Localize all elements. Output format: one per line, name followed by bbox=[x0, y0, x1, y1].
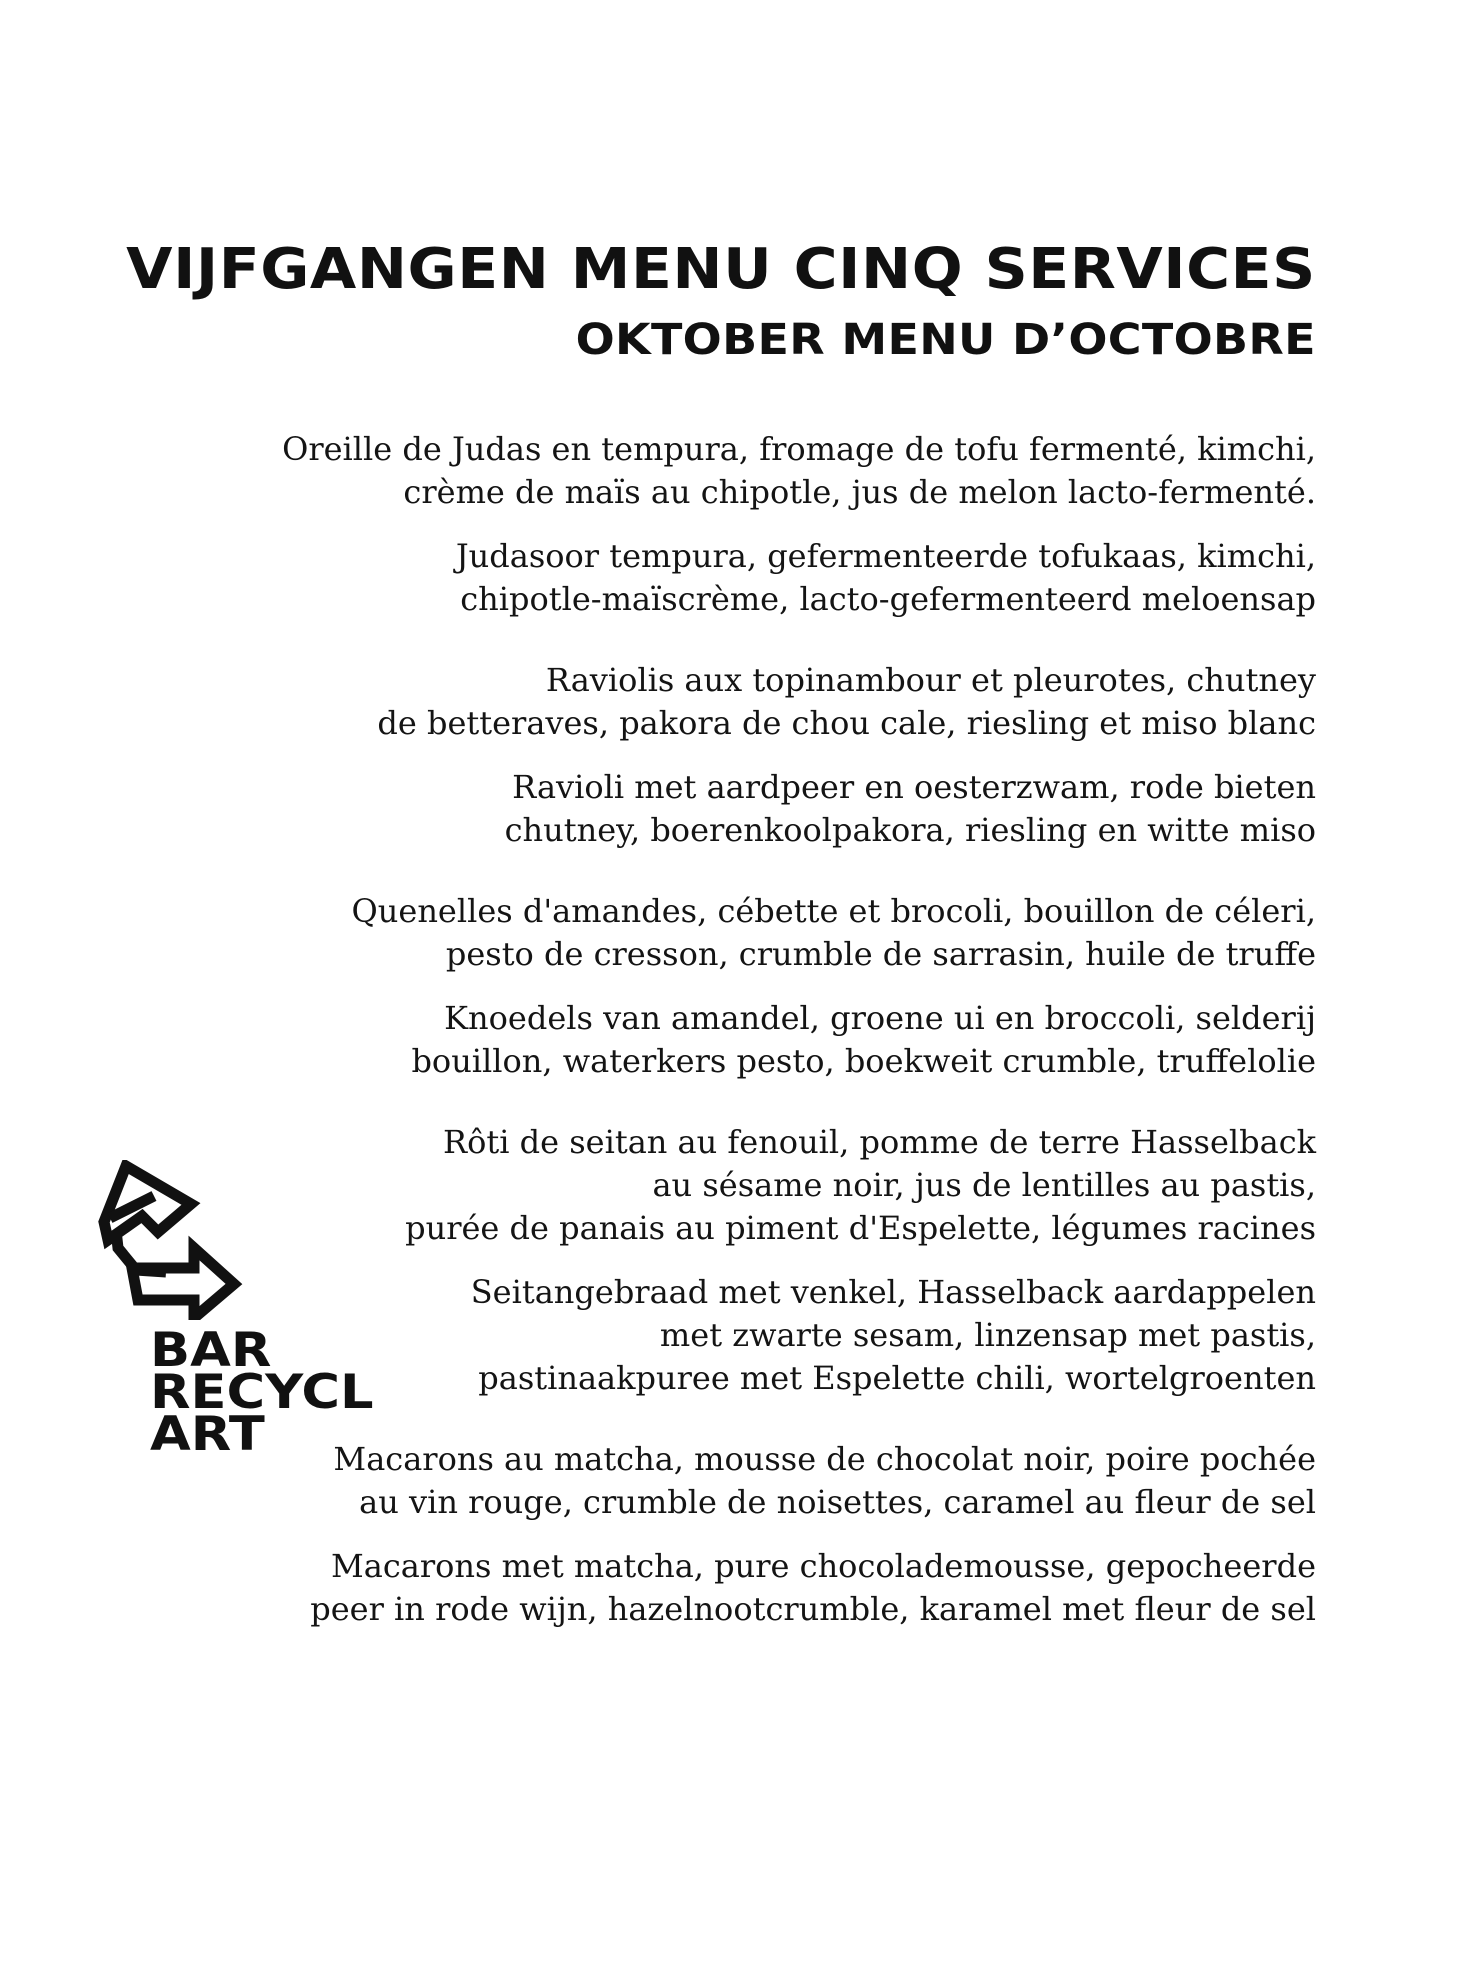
description-line: Judasoor tempura, gefermenteerde tofukaas, kimchi, bbox=[455, 537, 1316, 575]
description-line: pastinaakpuree met Espelette chili, wortelgroenten bbox=[478, 1359, 1316, 1397]
description-line: Macarons met matcha, pure chocolademousse, gepocheerde bbox=[330, 1547, 1316, 1585]
course-2 bbox=[196, 659, 1316, 852]
course-5 bbox=[196, 1438, 1316, 1631]
description-line: Raviolis aux topinambour et pleurotes, chutney bbox=[545, 661, 1316, 699]
course-description-nl bbox=[196, 1545, 1316, 1631]
recycle-arrow-icon bbox=[96, 1160, 246, 1320]
course-description-nl bbox=[196, 997, 1316, 1083]
description-line: crème de maïs au chipotle, jus de melon lacto-fermenté. bbox=[403, 473, 1316, 511]
logo-line: RECYCL bbox=[150, 1365, 374, 1420]
course-description-fr bbox=[196, 428, 1316, 514]
course-list bbox=[196, 428, 1316, 1669]
page-subtitle: OKTOBER MENU D’OCTOBRE bbox=[575, 315, 1316, 365]
description-line: au vin rouge, crumble de noisettes, caramel au fleur de sel bbox=[359, 1483, 1316, 1521]
course-description-fr bbox=[196, 890, 1316, 976]
description-line: peer in rode wijn, hazelnootcrumble, karamel met fleur de sel bbox=[310, 1590, 1316, 1628]
description-line: Ravioli met aardpeer en oesterzwam, rode bieten bbox=[512, 768, 1316, 806]
description-line: Rôti de seitan au fenouil, pomme de terre Hasselback bbox=[443, 1123, 1316, 1161]
logo-wordmark bbox=[150, 1323, 374, 1462]
description-line: pesto de cresson, crumble de sarrasin, huile de truffe bbox=[445, 935, 1316, 973]
description-line: Seitangebraad met venkel, Hasselback aardappelen bbox=[470, 1273, 1316, 1311]
description-line: de betteraves, pakora de chou cale, riesling et miso blanc bbox=[377, 704, 1316, 742]
description-line: chutney, boerenkoolpakora, riesling en witte miso bbox=[504, 811, 1316, 849]
description-line: met zwarte sesam, linzensap met pastis, bbox=[659, 1316, 1316, 1354]
course-description-fr bbox=[196, 659, 1316, 745]
description-line: Macarons au matcha, mousse de chocolat noir, poire pochée bbox=[333, 1440, 1316, 1478]
course-description-nl bbox=[196, 766, 1316, 852]
bar-recyclart-logo bbox=[96, 1160, 406, 1460]
description-line: chipotle-maïscrème, lacto-gefermenteerd meloensap bbox=[460, 580, 1316, 618]
course-1 bbox=[196, 428, 1316, 621]
description-line: purée de panais au piment d'Espelette, légumes racines bbox=[405, 1209, 1316, 1247]
page-title: VIJFGANGEN MENU CINQ SERVICES bbox=[126, 237, 1316, 302]
description-line: Quenelles d'amandes, cébette et brocoli, bouillon de céleri, bbox=[351, 892, 1316, 930]
course-description-nl bbox=[196, 535, 1316, 621]
course-3 bbox=[196, 890, 1316, 1083]
description-line: au sésame noir, jus de lentilles au pastis, bbox=[652, 1166, 1316, 1204]
description-line: bouillon, waterkers pesto, boekweit crumble, truffelolie bbox=[411, 1042, 1316, 1080]
description-line: Oreille de Judas en tempura, fromage de tofu fermenté, kimchi, bbox=[282, 430, 1316, 468]
logo-line: BAR bbox=[150, 1323, 272, 1378]
logo-line: ART bbox=[150, 1407, 265, 1462]
description-line: Knoedels van amandel, groene ui en broccoli, selderij bbox=[444, 999, 1316, 1037]
